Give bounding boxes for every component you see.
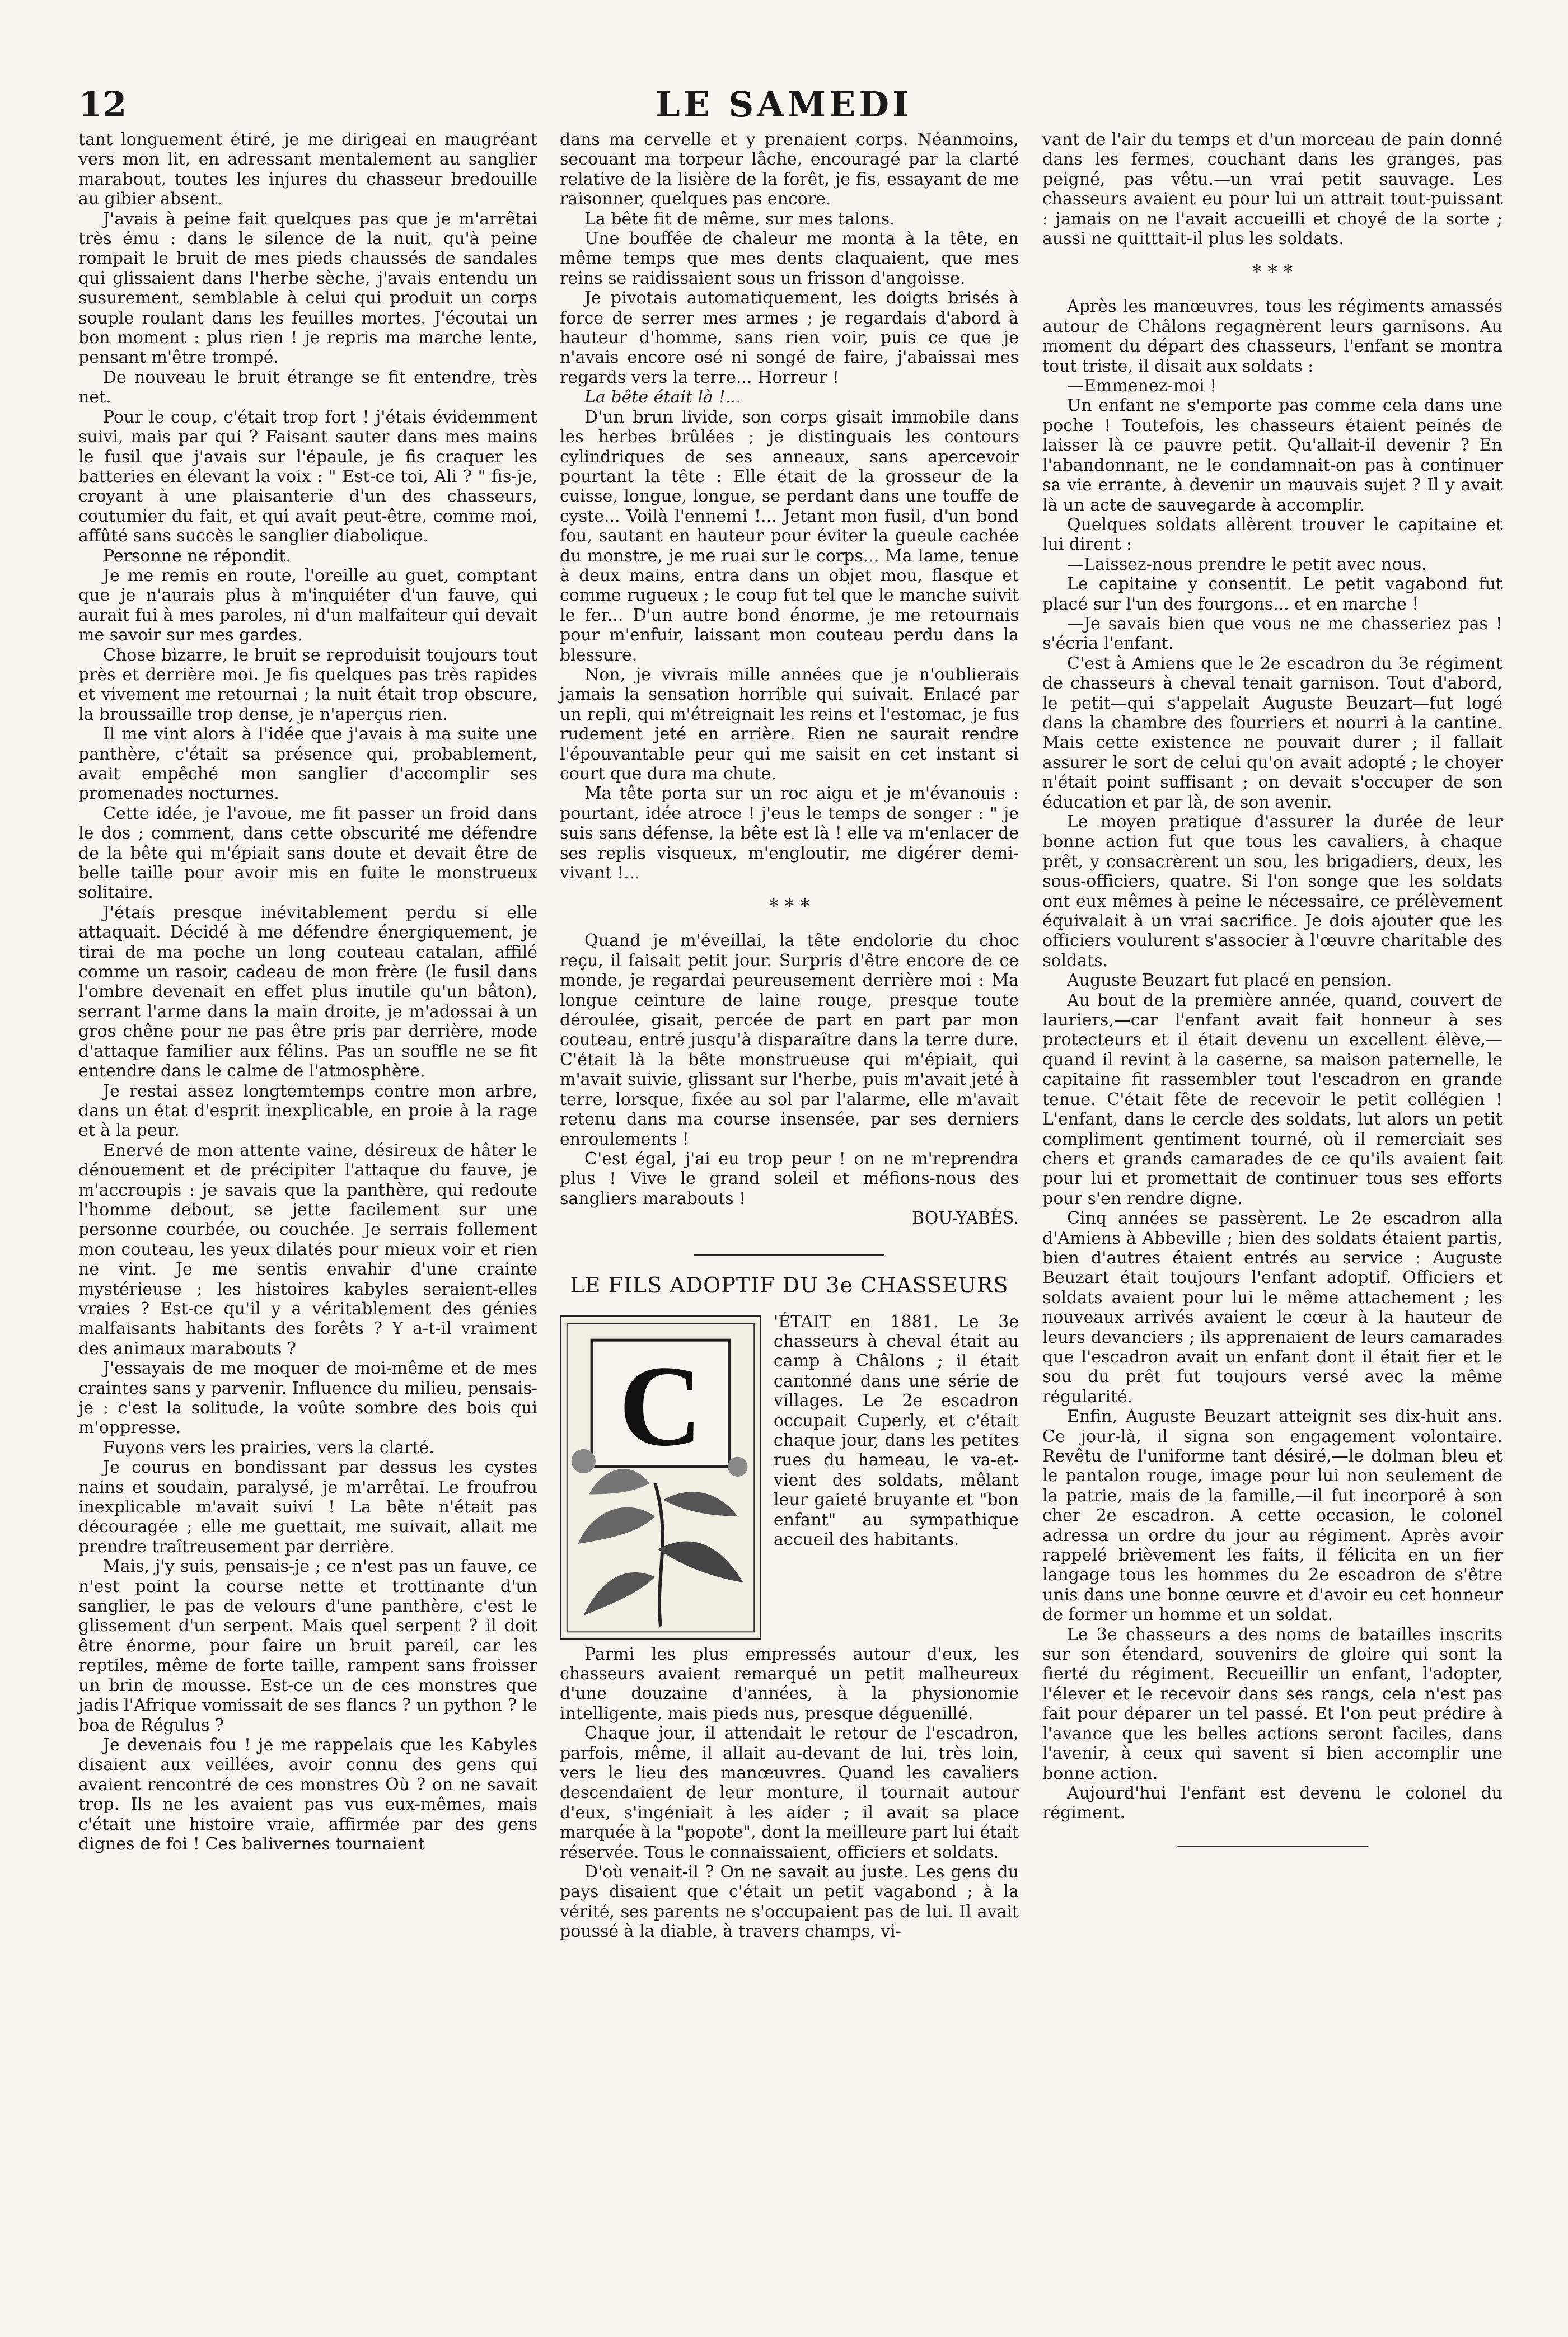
paragraph: Je courus en bondissant par dessus les cystes nains et soudain, paralysé, je m'arrêtai. Le froufrou inexplicable m'avait suivi ! La bête n'était pas découragée ; elle me guettait, me suivait, allait me prendre traîtreusement par derrière.	[78, 1458, 537, 1557]
floral-ornament-icon	[561, 1317, 760, 1638]
paragraph: D'où venait-il ? On ne savait au juste. Les gens du pays disaient que c'était un petit vagabond ; à la vérité, ses parents ne s'occupaient pas de lui. Il avait poussé à la diable, à travers champs, vi-	[560, 1862, 1019, 1942]
paragraph: J'étais presque inévitablement perdu si elle attaquait. Décidé à me défendre énergiquement, je tirai de ma poche un long couteau catalan, affilé comme un rasoir, cadeau de mon frère (le fusil dans l'ombre devenait en effet plus inutile qu'un bâton), serrant l'arme dans la main droite, je m'adossai à un gros chêne pour ne pas être pris par derrière, mode d'attaque familier aux félins. Pas un souffle ne se fit entendre dans le calme de l'atmosphère.	[78, 902, 537, 1081]
paragraph: tant longuement étiré, je me dirigeai en maugréant vers mon lit, en adressant mentalement au sanglier marabout, toutes les injures du chasseur bredouille au gibier absent.	[78, 130, 537, 209]
article-opening	[560, 1312, 1019, 1645]
end-rule	[1177, 1846, 1368, 1847]
paragraph: Le 3e chasseurs a des noms de batailles inscrits sur son étendard, souvenirs de gloire qui sont la fierté du régiment. Recueillir un enfant, l'adopter, l'élever et le recevoir dans ses rangs, cela n'est pas fait pour déparer un tel passé. Et l'on peut prédire à l'avance que les belles actions seront faciles, dans l'avenir, à ceux qui savent si bien accomplir une bonne action.	[1042, 1624, 1503, 1783]
paragraph: Chaque jour, il attendait le retour de l'escadron, parfois, même, il allait au-devant de lui, très loin, vers le lieu des manœuvres. Quand les cavaliers descendaient de leur monture, il tournait autour d'eux, s'ingéniait à les aider ; il avait sa place marquée à la "popote", dont la meilleure part lui était réservée. Tous le connaissaient, officiers et soldats.	[560, 1724, 1019, 1862]
paragraph: Le moyen pratique d'assurer la durée de leur bonne action fut que tous les cavaliers, à chaque prêt, y consacrèrent un sou, les brigadiers, deux, les sous-officiers, quatre. Si l'on songe que les soldats ont eux mêmes à peine le nécessaire, ce prélèvement équivalait à un vrai sacrifice. Je dois ajouter que les officiers voulurent s'associer à l'œuvre charitable des soldats.	[1042, 812, 1503, 971]
paragraph: Cinq années se passèrent. Le 2e escadron alla d'Amiens à Abbeville ; bien des soldats étaient partis, bien d'autres étaient entrés au service : Auguste Beuzart était toujours l'enfant adoptif. Officiers et soldats avaient pour lui le même attachement ; les nouveaux arrivés avaient le cœur à la hauteur de leurs devanciers ; ils apprenaient de leurs camarades que l'escadron avait un enfant dont il était fier et le sou du prêt fut toujours versé avec la même régularité.	[1042, 1209, 1503, 1407]
paragraph: Quand je m'éveillai, la tête endolorie du choc reçu, il faisait petit jour. Surpris d'être encore de ce monde, je regardai peureusement derrière moi : Ma longue ceinture de laine rouge, presque toute déroulée, gisait, percée de part en part par mon couteau, entré jusqu'à disparaître dans la terre dure. C'était là la bête monstrueuse qui m'épiait, qui m'avait suivie, glissant sur l'herbe, puis m'avait jeté à terre, lorsque, fixée au sol par l'alarme, elle m'avait retenu dans ma course insensée, par ses derniers enroulements !	[560, 931, 1019, 1149]
paragraph: Après les manœuvres, tous les régiments amassés autour de Châlons regagnèrent leurs garnisons. Au moment du départ des chasseurs, l'enfant se montra tout triste, il disait aux soldats :	[1042, 297, 1503, 376]
paragraph: J'essayais de me moquer de moi-même et de mes craintes sans y parvenir. Influence du milieu, pensais-je : c'est la solitude, la voûte sombre des bois qui m'oppresse.	[78, 1359, 537, 1438]
paragraph: Enervé de mon attente vaine, désireux de hâter le dénouement et de précipiter l'attaque du fauve, je m'accroupis : je savais que la panthère, qui redoute l'homme debout, se jette facilement sur une personne courbée, ou couchée. Je serrais follement mon couteau, les yeux dilatés pour mieux voir et rien ne vint. Je me sentis envahir d'une crainte mystérieuse ; les histoires kabyles seraient-elles vraies ? Est-ce qu'il y a véritablement des génies malfaisants habitants des forêts ? Y a-t-il vraiment des animaux marabouts ?	[78, 1140, 537, 1359]
paragraph: Quelques soldats allèrent trouver le capitaine et lui dirent :	[1042, 514, 1503, 555]
paragraph: —Je savais bien que vous ne me chasseriez pas ! s'écria l'enfant.	[1042, 613, 1503, 654]
section-separator: * * *	[769, 895, 810, 918]
paragraph: Enfin, Auguste Beuzart atteignit ses dix-huit ans. Ce jour-là, il signa son engagement volontaire. Revêtu de l'uniforme tant désiré,—le dolman bleu et le pantalon rouge, image pour lui non seulement de la patrie, mais de la famille,—il fut incorporé à son cher 2e escadron. A cette occasion, le colonel adressa un ordre du jour au régiment. Après avoir rappelé brièvement les faits, il félicita en un fier langage tous les hommes du 2e escadron de s'être unis dans une bonne œuvre et d'avoir eu cet honneur de former un homme et un soldat.	[1042, 1407, 1503, 1625]
ornamental-dropcap	[560, 1315, 761, 1640]
paragraph: 'ÉTAIT en 1881. Le 3e chasseurs à cheval était au camp à Châlons ; il était cantonné dans une série de villages. Le 2e escadron occupait Cuperly, et c'était chaque jour, dans les petites rues du hameau, le va-et-vient des soldats, mêlant leur gaieté bruyante et "bon enfant" au sympathique accueil des habitants.	[774, 1312, 1019, 1549]
paragraph: Une bouffée de chaleur me monta à la tête, en même temps que mes dents claquaient, que mes reins se raidissaient sous un frisson d'angoisse.	[560, 229, 1019, 288]
paragraph: Un enfant ne s'emporte pas comme cela dans une poche ! Toutefois, les chasseurs étaient peinés de laisser là ce pauvre petit. Qu'allait-il devenir ? En l'abandonnant, ne le condamnait-on pas à continuer sa vie errante, à devenir un mauvais sujet ? Il y avait là un acte de sauvegarde à accomplir.	[1042, 396, 1503, 515]
paragraph: Je restai assez longtemtemps contre mon arbre, dans un état d'esprit inexplicable, en proie à la rage et à la peur.	[78, 1081, 537, 1141]
paragraph: —Laissez-nous prendre le petit avec nous.	[1067, 554, 1427, 574]
paragraph: Auguste Beuzart fut placé en pension.	[1067, 971, 1392, 991]
paragraph: Fuyons vers les prairies, vers la clarté.	[103, 1437, 434, 1458]
paragraph: Aujourd'hui l'enfant est devenu le colonel du régiment.	[1042, 1783, 1503, 1823]
paragraph: Il me vint alors à l'idée que j'avais à ma suite une panthère, c'était sa présence qui, probablement, avait empêché mon sanglier d'accomplir ses promenades nocturnes.	[78, 724, 537, 804]
italic-line: La bête était là !...	[584, 387, 742, 408]
paragraph: vant de l'air du temps et d'un morceau de pain donné dans les fermes, couchant dans les granges, pas peigné, pas vêtu.—un vrai petit sauvage. Les chasseurs avaient eu pour lui un attrait tout-puissant : jamais on ne l'avait accueilli et choyé de la sorte ; aussi ne quitttait-il plus les soldats.	[1042, 130, 1503, 249]
paragraph: De nouveau le bruit étrange se fit entendre, très net.	[78, 367, 537, 408]
paragraph: D'un brun livide, son corps gisait immobile dans les herbes brûlées ; je distinguais les contours cylindriques de ses anneaux, sans apercevoir pourtant la tête : Elle était de la grosseur de la cuisse, longue, longue, se perdant dans une touffe de cyste... Voilà l'ennemi !... Jetant mon fusil, d'un bond fou, sautant en hauteur pour éviter la gueule cachée du monstre, je me ruai sur le corps... Ma lame, tenue à deux mains, entra dans un objet mou, flasque et comme rugueux ; le coup fut tel que le manche suivit le fer... D'un autre bond énorme, je me retournais pour m'enfuir, laissant mon couteau perdu dans la blessure.	[560, 407, 1019, 665]
paragraph: Je devenais fou ! je me rappelais que les Kabyles disaient aux veillées, avoir connu des gens qui avaient rencontré de ces monstres Où ? on ne savait trop. Ils ne les avaient pas vus eux-mêmes, mais c'était une histoire vraie, affirmée par des gens dignes de foi ! Ces balivernes tournaient	[78, 1735, 537, 1854]
paragraph: C'est égal, j'ai eu trop peur ! on ne m'reprendra plus ! Vive le grand soleil et méfions-nous des sangliers marabouts !	[560, 1149, 1019, 1209]
page-header	[78, 84, 1489, 129]
column-3	[1042, 130, 1503, 1847]
paragraph: J'avais à peine fait quelques pas que je m'arrêtai très ému : dans le silence de la nuit, qu'à peine rompait le bruit de mes pieds chaussés de sandales qui glissaient dans l'herbe sèche, j'avais entendu un susurement, semblable à celui qui produit un corps souple roulant dans les feuilles mortes. J'écoutai un bon moment : plus rien ! je repris ma marche lente, pensant m'être trompé.	[78, 209, 537, 368]
paragraph: Je me remis en route, l'oreille au guet, comptant que je n'aurais plus à m'inquiéter d'un fauve, qui aurait fui à mes paroles, ni d'un malfaiteur qui devait me savoir sur mes gardes.	[78, 565, 537, 645]
column-1	[78, 130, 537, 1854]
author-signature: BOU-YABÈS.	[912, 1209, 1019, 1229]
paragraph: Le capitaine y consentit. Le petit vagabond fut placé sur l'un des fourgons... et en marche !	[1042, 574, 1503, 614]
section-separator: * * *	[1252, 261, 1293, 284]
column-2	[560, 130, 1019, 1942]
divider-rule	[694, 1254, 884, 1256]
paragraph: Personne ne répondit.	[103, 546, 292, 566]
paragraph: Cette idée, je l'avoue, me fit passer un froid dans le dos ; comment, dans cette obscurité me défendre de la bête qui m'épiait sans doute et devait être de belle taille pour avoir mis en fuite le monstrueux solitaire.	[78, 803, 537, 903]
paragraph: —Emmenez-moi !	[1067, 376, 1217, 396]
article-title: LE FILS ADOPTIF DU 3e CHASSEURS	[570, 1272, 1009, 1298]
paragraph: dans ma cervelle et y prenaient corps. Néanmoins, secouant ma torpeur lâche, encouragé par la clarté relative de la lisière de la forêt, je fis, essayant de me raisonner, quelques pas encore.	[560, 130, 1019, 209]
dropcap-letter: C	[619, 1341, 703, 1470]
paragraph: C'est à Amiens que le 2e escadron du 3e régiment de chasseurs à cheval tenait garnison. Tout d'abord, le petit—qui s'appelait Auguste Beuzart—fut logé dans la chambre des fourriers et nourri à la cantine. Mais cette existence ne pouvait durer ; il fallait assurer le sort de celui qu'on avait adopté ; le choyer n'était point suffisant ; on devait s'occuper de son éducation et par là, de son avenir.	[1042, 653, 1503, 812]
paragraph: Parmi les plus empressés autour d'eux, les chasseurs avaient remarqué un petit malheureux d'une douzaine d'années, à la physionomie intelligente, mais pieds nus, presque déguenillé.	[560, 1644, 1019, 1724]
paragraph: Mais, j'y suis, pensais-je ; ce n'est pas un fauve, ce n'est point la course nette et trottinante d'un sanglier, le pas de velours d'une panthère, c'est le glissement d'un serpent. Mais quel serpent ? il doit être énorme, pour faire un bruit pareil, car les reptiles, même de forte taille, rampent sans froisser un brin de mousse. Est-ce un de ces monstres que jadis l'Afrique vomissait de ses flancs ? un python ? le boa de Régulus ?	[78, 1557, 537, 1735]
masthead-title: LE SAMEDI	[656, 84, 912, 125]
paragraph: Chose bizarre, le bruit se reproduisit toujours tout près et derrière moi. Je fis quelques pas très rapides et vivement me retournai ; la nuit était trop obscure, la broussaille trop dense, je n'aperçus rien.	[78, 645, 537, 724]
paragraph: Non, je vivrais mille années que je n'oublierais jamais la sensation horrible qui suivait. Enlacé par un repli, qui m'étreignait les reins et l'estomac, je fus rudement jeté en arrière. Rien ne saurait rendre l'épouvantable peur qui me saisit en cet instant si court que dura ma chute.	[560, 664, 1019, 784]
paragraph: Au bout de la première année, quand, couvert de lauriers,—car l'enfant avait fait honneur à ses protecteurs et il était devenu un excellent élève,—quand il revint à la caserne, sa maison paternelle, le capitaine fit rassembler tout l'escadron en grande tenue. C'était fête de recevoir le petit collégien ! L'enfant, dans le cercle des soldats, lut alors un petit compliment gentiment tourné, où il remerciait ses chers et grands camarades de ce qu'ils avaient fait pour lui et promettait de continuer tous ses efforts pour s'en rendre digne.	[1042, 990, 1503, 1209]
paragraph: La bête fit de même, sur mes talons.	[584, 209, 895, 229]
paragraph: Pour le coup, c'était trop fort ! j'étais évidemment suivi, mais par qui ? Faisant sauter dans mes mains le fusil que j'avais sur l'épaule, je fis craquer les batteries en élevant la voix : " Est-ce toi, Ali ? " fis-je, croyant à une plaisanterie d'un des chasseurs, coutumier du fait, et qui avait peut-être, comme moi, affûté sans succès le sanglier diabolique.	[78, 407, 537, 546]
page-number: 12	[78, 84, 127, 125]
paragraph: Je pivotais automatiquement, les doigts brisés à force de serrer mes armes ; je regardais d'abord à hauteur d'homme, sans rien voir, puis ce que je n'avais encore osé ni songé de faire, j'abaissai mes regards vers la terre... Horreur !	[560, 288, 1019, 387]
paragraph: Ma tête porta sur un roc aigu et je m'évanouis : pourtant, idée atroce ! j'eus le temps de songer : " je suis sans défense, la bête est là ! elle va m'enlacer de ses replis visqueux, m'engloutir, me digérer demi-vivant !...	[560, 784, 1019, 883]
